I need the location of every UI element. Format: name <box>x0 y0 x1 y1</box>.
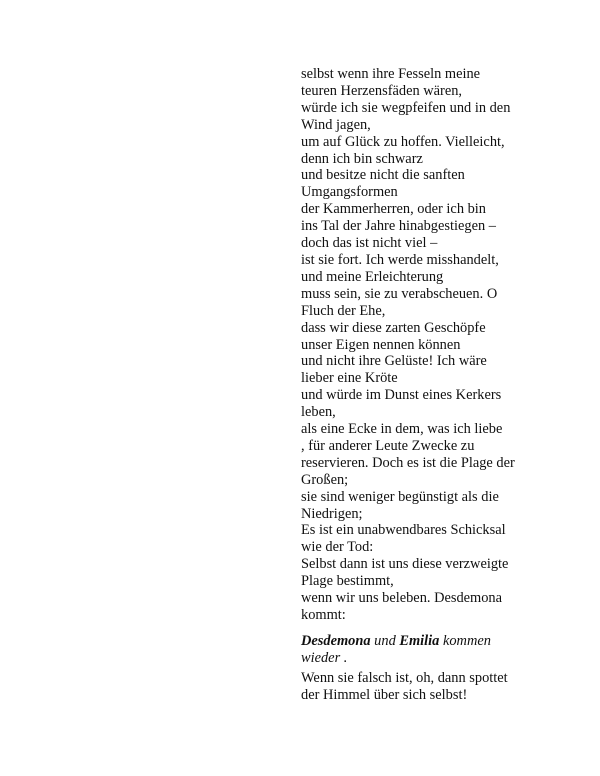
verse-line: und besitze nicht die sanften <box>301 167 465 184</box>
verse-line: teuren Herzensfäden wären, <box>301 82 463 99</box>
verse-line: selbst wenn ihre Fesseln meine <box>301 66 481 82</box>
verse-line: , für anderer Leute Zwecke zu <box>301 437 475 454</box>
verse-line: ins Tal der Jahre hinabgestiegen – <box>301 218 496 235</box>
verse-line: reservieren. Doch es ist die Plage der <box>301 454 515 471</box>
stage-direction-conjunction: und <box>374 633 396 649</box>
verse-line: unser Eigen nennen können <box>301 336 461 353</box>
verse-line: Plage bestimmt, <box>301 573 394 590</box>
verse-line: Selbst dann ist uns diese verzweigte <box>301 556 509 573</box>
verse-line: und würde im Dunst eines Kerkers <box>301 387 502 404</box>
verse-line: der Kammerherren, oder ich bin <box>301 201 486 218</box>
verse-line: leben, <box>301 404 336 421</box>
verse-line: Großen; <box>301 471 349 488</box>
verse-line: Wind jagen, <box>301 116 371 133</box>
verse-line: um auf Glück zu hoffen. Vielleicht, <box>301 133 505 150</box>
verse-line: als eine Ecke in dem, was ich liebe <box>301 421 503 438</box>
character-name-emilia: Emilia <box>399 633 440 649</box>
character-name-desdemona: Desdemona <box>301 633 371 649</box>
stage-direction <box>301 633 541 667</box>
verse-line: ist sie fort. Ich werde misshandelt, <box>301 251 499 268</box>
verse-line: Es ist ein unabwendbares Schicksal <box>301 522 506 539</box>
verse-line: Niedrigen; <box>301 505 363 522</box>
verse-line: lieber eine Kröte <box>301 370 398 387</box>
verse-line: Umgangsformen <box>301 184 398 201</box>
stage-direction-action: kommen <box>442 633 491 649</box>
verse-line: Fluch der Ehe, <box>301 302 386 319</box>
verse-line: und nicht ihre Gelüste! Ich wäre <box>301 353 487 370</box>
verse-line: der Himmel über sich selbst! <box>301 686 468 703</box>
verse-line: dass wir diese zarten Geschöpfe <box>301 319 486 336</box>
speech-verse <box>301 66 541 624</box>
verse-line: sie sind weniger begünstigt als die <box>301 488 499 505</box>
verse-line: wie der Tod: <box>301 539 374 556</box>
stage-direction-line <box>301 633 541 650</box>
verse-line: würde ich sie wegpfeifen und in den <box>301 99 511 116</box>
verse-line: muss sein, sie zu verabscheuen. O <box>301 285 498 302</box>
verse-line: wenn wir uns beleben. Desdemona <box>301 590 503 607</box>
verse-line: denn ich bin schwarz <box>301 150 423 167</box>
verse-line: Wenn sie falsch ist, oh, dann spottet <box>301 670 508 686</box>
verse-line: kommt: <box>301 607 346 623</box>
verse-line: doch das ist nicht viel – <box>301 235 438 252</box>
speech-verse-continued <box>301 670 541 704</box>
stage-direction-line: wieder . <box>301 649 348 666</box>
verse-line: und meine Erleichterung <box>301 268 444 285</box>
